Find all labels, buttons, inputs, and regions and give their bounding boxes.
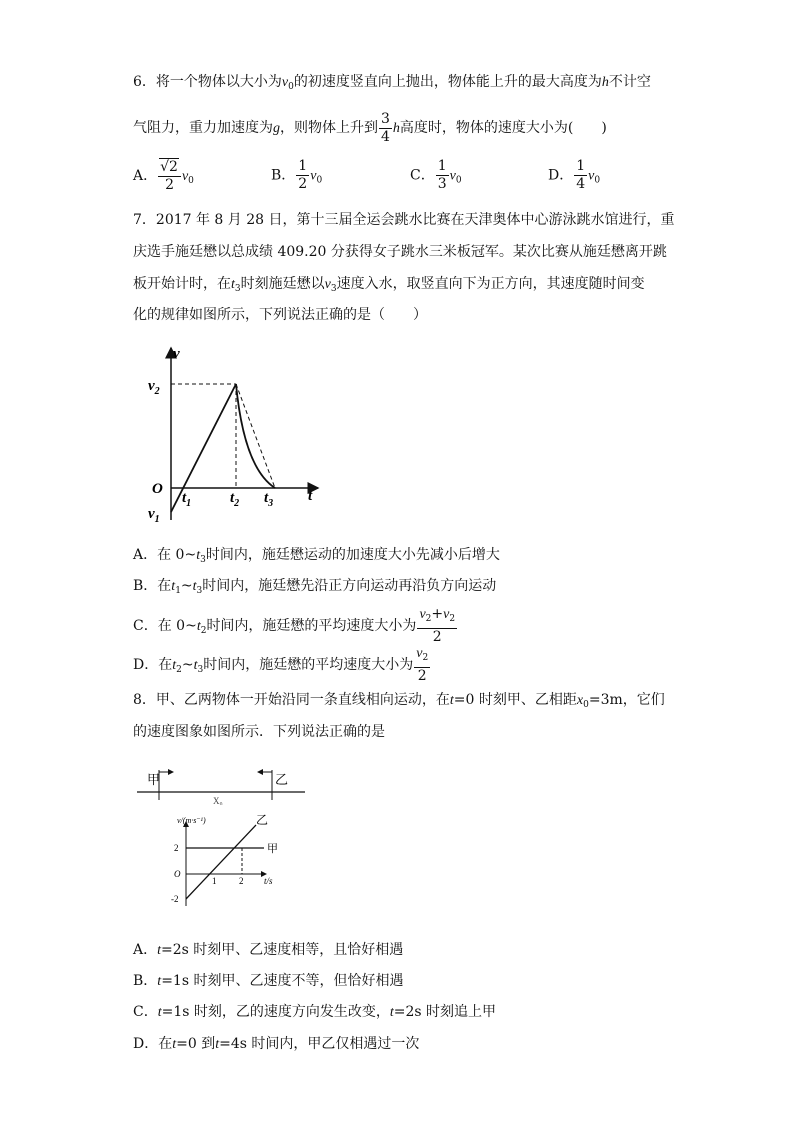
t2-label: $t_2$ — [230, 490, 240, 509]
q8-option-c[interactable]: C．t=1s 时刻，乙的速度方向发生改变，t=2s 时刻追上甲 — [133, 1004, 497, 1020]
q6-option-c[interactable]: C． $\frac{1}{3}$ $v_0$ — [410, 158, 462, 192]
q6-option-b[interactable]: B． $\frac{1}{2}$ $v_0$ — [271, 158, 323, 192]
q8-option-d[interactable]: D．在t=0 到t=4s 时间内，甲乙仅相遇过一次 — [133, 1036, 420, 1052]
q6-line1: 6．将一个物体以大小为$v_0$的初速度竖直向上抛出，物体能上升的最大高度为h不计空 — [133, 74, 651, 92]
tick-1: 1 — [212, 876, 217, 886]
tick-neg2: -2 — [171, 894, 179, 904]
yi-label: 乙 — [275, 772, 289, 787]
q7-option-c[interactable]: C．在 $0\sim t_2$时间内，施廷懋的平均速度大小为 $\frac{v_2+v_2}{2}$ — [133, 606, 456, 645]
x0-label: X₀ — [213, 796, 223, 805]
tick-2-t: 2 — [239, 876, 244, 886]
q7-line3: 板开始计时，在$t_3$时刻施廷懋以$v_3$速度入水，取竖直向下为正方向，其速度随时间变 — [133, 276, 645, 294]
rising-line — [171, 384, 236, 512]
q7-line4: 化的规律如图所示，下列说法正确的是（ ） — [133, 307, 427, 323]
q6-line2: 气阻力，重力加速度为g，则物体上升到 $\frac{3}{4}$ h高度时，物体的速度大小为( ) — [133, 110, 607, 145]
q6-option-d[interactable]: D． $\frac{1}{4}$ $v_0$ — [548, 158, 601, 192]
linear-decel-dashed — [236, 384, 275, 488]
q8-vt-graph — [170, 808, 285, 908]
jia-label: 甲 — [147, 772, 161, 787]
q7-option-a[interactable]: A．在 $0\sim t_3$时间内，施廷懋运动的加速度大小先减小后增大 — [133, 547, 500, 565]
q7-option-d[interactable]: D．在$t_2\sim t_3$时间内，施廷懋的平均速度大小为 $\frac{v_2}{2}$ — [133, 646, 429, 684]
q7-line1: 7．2017 年 8 月 28 日，第十三届全运会跳水比赛在天津奥体中心游泳跳水馆进行，重 — [133, 212, 675, 228]
v-axis-label: v — [173, 346, 180, 362]
t1-label: $t_1$ — [182, 490, 192, 509]
t-axis-label: t/s — [264, 876, 273, 886]
q8-option-b[interactable]: B．t=1s 时刻甲、乙速度不等，但恰好相遇 — [133, 973, 404, 989]
origin-label: O — [152, 481, 163, 497]
jia-line-label: 甲 — [267, 843, 278, 855]
t3-label: $t_3$ — [264, 490, 274, 509]
q7-option-b[interactable]: B．在$t_1\sim t_3$时间内，施廷懋先沿正方向运动再沿负方向运动 — [133, 578, 497, 596]
q7-vt-graph — [140, 340, 330, 525]
tick-2: 2 — [174, 843, 179, 853]
q7-line2: 庆选手施廷懋以总成绩 409.20 分获得女子跳水三米板冠军。某次比赛从施廷懋离开跳 — [133, 244, 667, 260]
q8-position-diagram — [135, 760, 310, 805]
q8-line1: 8．甲、乙两物体一开始沿同一条直线相向运动，在t=0 时刻甲、乙相距$x_0=3m$，它们 — [133, 692, 665, 710]
yi-line-label: 乙 — [256, 813, 269, 827]
q8-option-a[interactable]: A．t=2s 时刻甲、乙速度相等，且恰好相遇 — [133, 942, 404, 958]
yi-line — [186, 825, 256, 899]
v1-label: $v_1$ — [148, 506, 160, 525]
q8-line2: 的速度图象如图所示．下列说法正确的是 — [133, 724, 385, 740]
v2-label: $v_2$ — [148, 378, 160, 397]
t-axis-label: t — [308, 488, 313, 504]
v-axis-label: v/(m·s⁻¹) — [177, 816, 206, 825]
q6-option-a[interactable]: A． $\frac{√2}{2}$ $v_0$ — [133, 159, 194, 193]
origin-label: O — [174, 869, 181, 879]
